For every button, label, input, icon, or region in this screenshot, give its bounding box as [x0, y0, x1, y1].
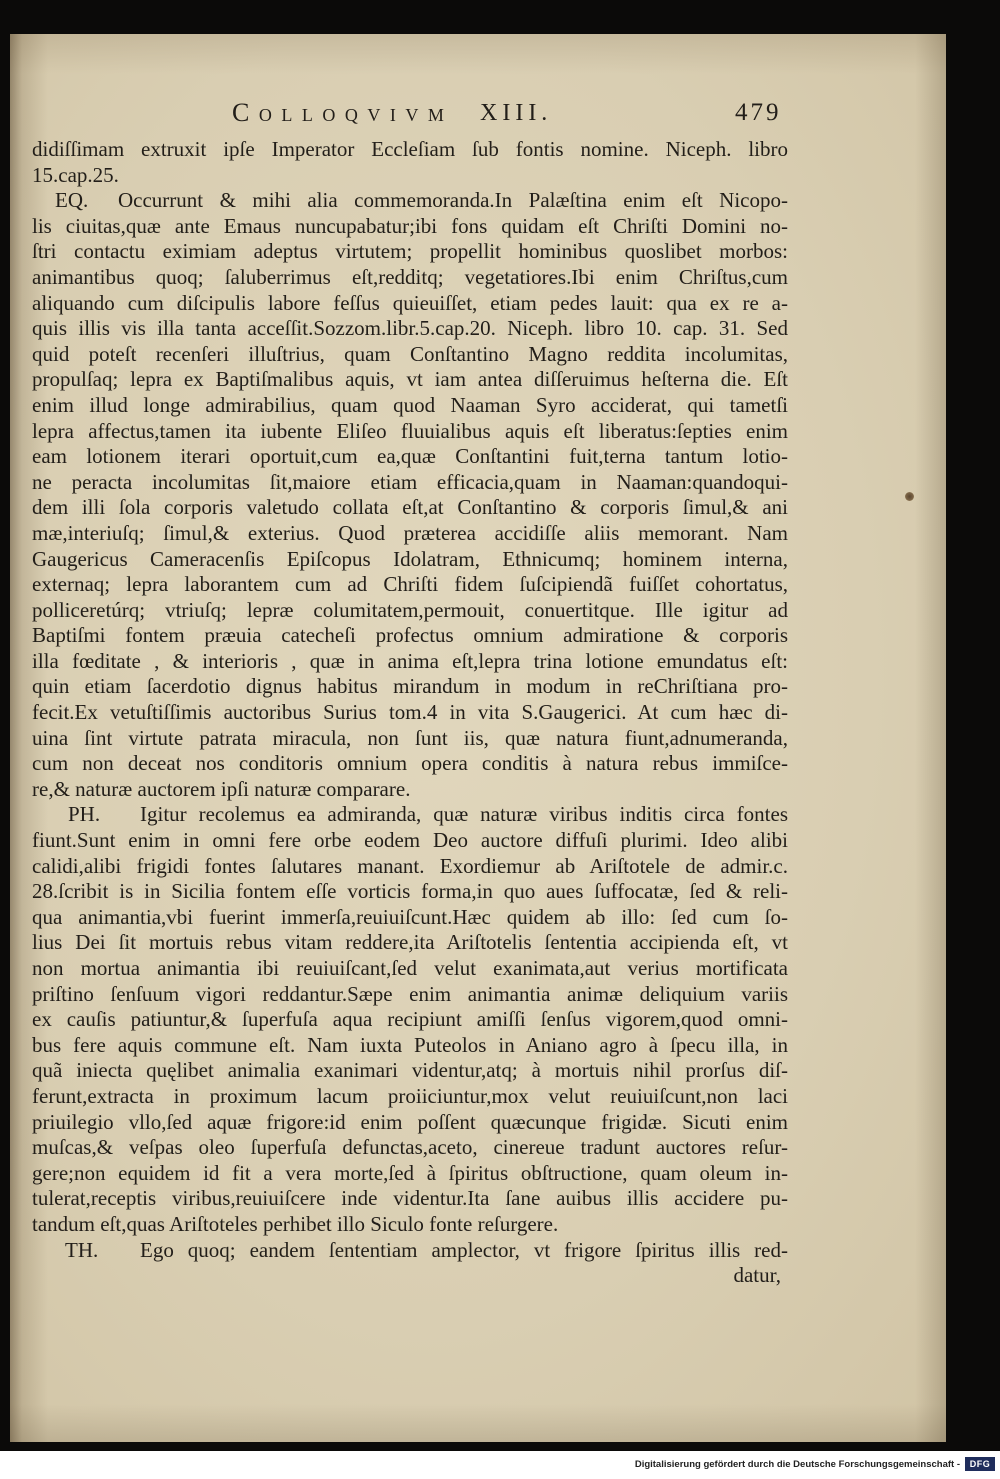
text-line: quin etiam ſacerdotio dignus habitus mirandum in modum in reChriſtiana pro- — [32, 674, 788, 699]
dfg-logo: DFG — [965, 1457, 995, 1471]
text-line: polliceretúrq; vtriuſq; lepræ columitatem,permouit, conuertitque. Ille igitur ad — [32, 597, 788, 622]
text-line: quis illis vis illa tanta acceſſit.Sozzom.libr.5.cap.20. Niceph. libro 10. cap. 31. Sed — [32, 316, 788, 341]
text-line: externaq; lepra laborantem cum ad Chriſti fidem ſuſcipiendã fuiſſet cohortatus, — [32, 572, 788, 597]
text-line: enim illud longe admirabilius, quam quod Naaman Syro acciderat, qui tametſi — [32, 392, 788, 417]
text-line: ſtri contactu eximiam adeptus virtutem; propellit hominibus quoslibet morbos: — [32, 239, 788, 264]
text-line: 15.cap.25. — [32, 162, 119, 187]
text-line: non mortua animantia ibi reuiuiſcant,ſed velut exanimata,aut verius mortificata — [32, 956, 788, 980]
text-line: ferunt,extracta in proximum lacum proiiciuntur,mox velut reuiuiſcunt,non laci — [32, 1083, 788, 1108]
speaker-label: EQ. — [55, 188, 89, 213]
text-line: re,& naturæ auctorem ipſi naturæ comparare. — [32, 776, 411, 801]
speech-opening-line — [32, 188, 788, 214]
text-line: muſcas,& veſpas oleo ſuperfuſa defunctas,aceto, cinereue tradunt auctores reſur- — [32, 1135, 788, 1160]
running-head-title: COLLOQVIVM — [232, 98, 454, 127]
text-line: dem illi ſola corporis valetudo collata eſt,at Conſtantino & corporis ſimul,& ani — [32, 495, 788, 520]
text-line: lepra affectus,tamen ita iubente Eliſeo fluuialibus aquis eſt liberatus:ſepties enim — [32, 418, 788, 443]
running-head-colloquy-number: XIII. — [480, 100, 553, 126]
text-line: gere;non equidem id fit a vera morte,ſed à ſpiritus obſtructione, quam oleum in- — [32, 1160, 788, 1185]
text-line: ex cauſis patiuntur,& ſuperfuſa aqua recipiunt amiſſi ſenſus vigorem,quod omni- — [32, 1007, 788, 1032]
text-line: fiunt.Sunt enim in omni fere orbe eodem Deo auctore diffuſi plurimi. Ideo alibi — [32, 828, 788, 853]
body-text — [32, 137, 788, 1289]
text-line: eam lotionem iterari oportuit,cum ea,quæ Conſtantini fuit,terna tantum lotio- — [32, 444, 788, 469]
text-line: propulſaq; lepra ex Baptiſmalibus aquis, vt iam antea diſſeruimus heſterna die. Eſt — [32, 367, 788, 392]
text-line: cum non deceat nos conditoris omnium opera conditis à natura rebus immiſce- — [32, 751, 788, 776]
text-line: priuilegio vllo,ſed aquæ frigore:id enim poſſent quæcunque frigidæ. Sicuti enim — [32, 1109, 788, 1134]
text-line: lis ciuitas,quæ ante Emaus nuncupabatur;ibi fons quidam eſt Chriſti Domini no- — [32, 213, 788, 238]
text-line: ne peracta incolumitas ſit,maiore etiam efficacia,quam in Naaman:quandoqui- — [32, 469, 788, 494]
text-line: qua animantia,vbi fuerint immerſa,reuiuiſcunt.Hæc quidem ab illo: ſed cum ſo- — [32, 904, 788, 929]
text-line: uina ſint virtute patrata miracula, non ſunt iis, quæ natura fiunt,adnumeranda, — [32, 725, 788, 750]
catchword: datur, — [733, 1263, 781, 1288]
text-line: priſtino ſenſuum vigori reddantur.Sæpe enim animantia animæ deliquium variis — [32, 981, 788, 1006]
text-line: Ego quoq; eandem ſententiam amplector, vt frigore ſpiritus illis red- — [140, 1237, 788, 1262]
ink-spot — [905, 492, 914, 501]
speaker-label: PH. — [68, 802, 101, 827]
text-line: illa fœditate , & interioris , quæ in anima eſt,lepra trina lotione emundatus eſt: — [32, 648, 788, 673]
text-line: quã iniecta quęlibet animalia exanimari videntur,atq; à mortuis nihil prorſus diſ- — [32, 1058, 788, 1083]
text-line: Igitur recolemus ea admiranda, quæ naturæ viribus inditis circa fontes — [140, 802, 788, 827]
text-line: tandum eſt,quas Ariſtoteles perhibet illo Siculo fonte reſurgere. — [32, 1211, 559, 1236]
text-line: mæ,interiuſq; ſimul,& exterius. Quod præterea accidiſſe aliis memorant. Nam — [32, 520, 788, 545]
speech-opening-line — [32, 802, 788, 828]
text-line: Gaugericus Cameracenſis Epiſcopus Idolatram, Ethnicumq; hominem interna, — [32, 546, 788, 571]
text-line: tulerat,receptis viribus,reuiuiſcere inde videntur.Ita ſane auibus illis accidere pu- — [32, 1186, 788, 1211]
text-line: lius Dei ſit mortuis rebus vitam reddere,ita Ariſtotelis ſententia accipienda eſt, vt — [32, 930, 788, 955]
text-line: animantibus quoq; ſaluberrimus eſt,redditq; vegetatiores.Ibi enim Chriſtus,cum — [32, 264, 788, 289]
book-page-scan — [10, 34, 946, 1442]
text-line: Baptiſmi fontem præuia catecheſi profectus omnium admiratione & corporis — [32, 623, 788, 648]
text-line: fecit.Ex vetuſtiſſimis auctoribus Surius tom.4 in vita S.Gaugerici. At cum hæc di- — [32, 700, 788, 725]
text-line: aliquando cum diſcipulis labore feſſus quieuiſſet, etiam pedes lauit: qua ex re a- — [32, 290, 788, 315]
text-line: 28.ſcribit is in Sicilia fontem eſſe vorticis forma,in quo aues ſuffocatæ, ſed & reli- — [32, 879, 788, 904]
speech-opening-line — [32, 1238, 788, 1264]
text-line: quid poteſt recenſeri illuſtrius, quam Conſtantino Magno reddita incolumitas, — [32, 341, 788, 366]
funding-credit: Digitalisierung gefördert durch die Deutsche Forschungsgemeinschaft - — [634, 1459, 960, 1470]
text-line: calidi,alibi frigidi fontes ſalutares manant. Exordiemur ab Ariſtotele de admir.c. — [32, 853, 788, 878]
page-number: 479 — [735, 99, 782, 126]
speaker-label: TH. — [65, 1237, 99, 1262]
text-line: bus fere aquis commune eſt. Nam iuxta Puteolos in Aniano agro à ſpecu illa, in — [32, 1032, 788, 1057]
text-line: didiſſimam extruxit ipſe Imperator Eccleſiam ſub fontis nomine. Niceph. libro — [32, 137, 788, 161]
footer-bar — [0, 1451, 1000, 1479]
text-line: Occurrunt & mihi alia commemoranda.In Palæſtina enim eſt Nicopo- — [118, 188, 788, 213]
